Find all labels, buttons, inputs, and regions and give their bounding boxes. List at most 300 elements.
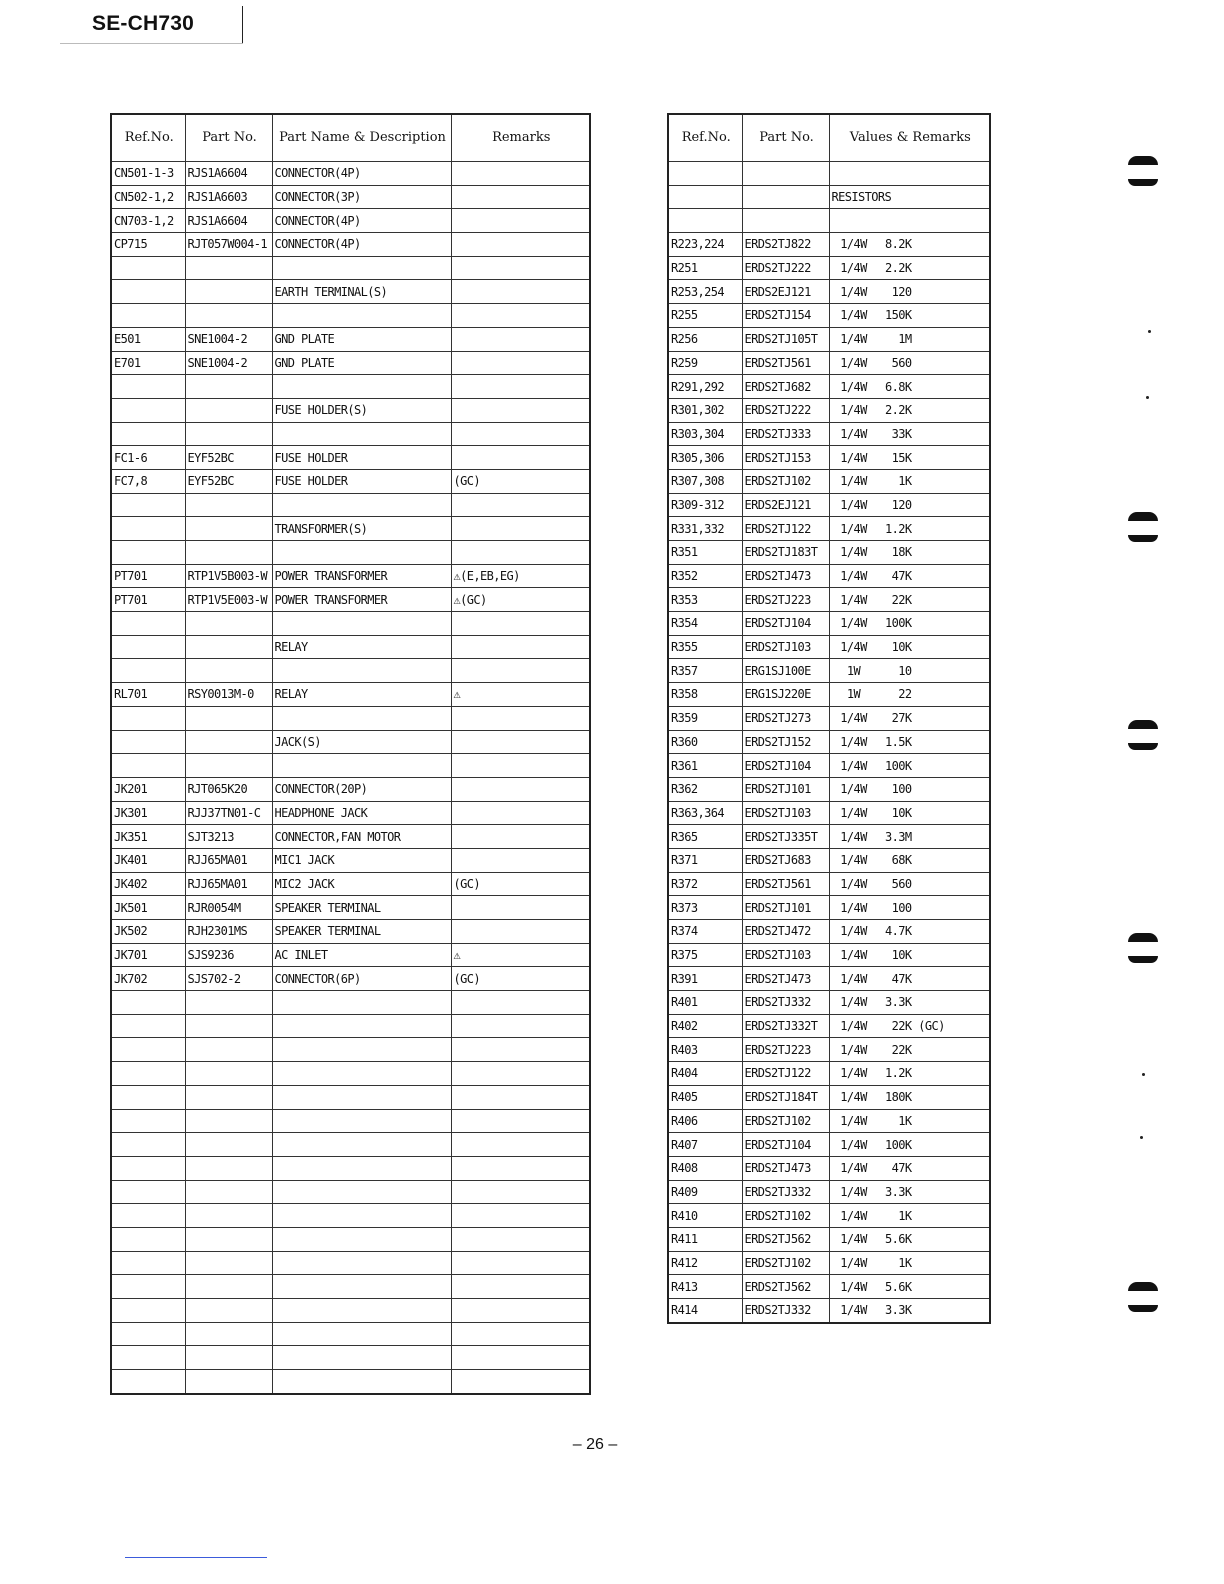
value-group	[832, 612, 952, 634]
values-remarks-cell	[829, 683, 990, 707]
ref-no-cell: R223,224	[668, 233, 742, 257]
value-group	[832, 281, 952, 303]
wattage: 1/4W	[840, 971, 867, 986]
values-remarks-cell	[829, 825, 990, 849]
part-name-cell	[272, 1346, 451, 1370]
remarks-cell	[451, 1204, 590, 1228]
part-name-cell	[272, 1038, 451, 1062]
resistance-value: 3.3K	[885, 1303, 912, 1318]
values-remarks-cell	[829, 1275, 990, 1299]
resistance-value: 560	[891, 355, 912, 370]
part-no-cell	[185, 304, 272, 328]
part-no-cell: ERDS2TJ104	[742, 754, 829, 778]
value-group	[832, 328, 952, 350]
table-row	[111, 683, 590, 707]
resistance-value: 68K	[891, 853, 912, 868]
remarks-cell	[451, 233, 590, 257]
value-group	[832, 1205, 952, 1227]
table-row	[668, 896, 990, 920]
title-divider	[242, 6, 243, 44]
part-no-cell: RJT057W004-1	[185, 233, 272, 257]
wattage: 1/4W	[840, 1255, 867, 1270]
ref-no-cell	[111, 422, 185, 446]
part-name-cell: POWER TRANSFORMER	[272, 588, 451, 612]
table-row	[668, 233, 990, 257]
left-parts-table	[110, 113, 591, 1395]
part-name-cell	[272, 612, 451, 636]
part-name-cell: SPEAKER TERMINAL	[272, 896, 451, 920]
table-row	[668, 872, 990, 896]
ref-no-cell	[111, 1133, 185, 1157]
part-no-cell: ERDS2TJ332T	[742, 1014, 829, 1038]
ref-no-cell: R256	[668, 327, 742, 351]
value-group	[832, 1062, 952, 1084]
remarks-cell	[451, 1156, 590, 1180]
part-no-cell: ERDS2TJ122	[742, 1062, 829, 1086]
values-remarks-cell	[829, 304, 990, 328]
values-remarks-cell	[829, 920, 990, 944]
part-no-cell: ERDS2TJ101	[742, 777, 829, 801]
table-row	[668, 706, 990, 730]
values-remarks-cell	[829, 517, 990, 541]
ref-no-cell: R303,304	[668, 422, 742, 446]
part-no-cell: ERDS2TJ222	[742, 256, 829, 280]
value-group	[832, 991, 952, 1013]
table-row	[111, 1227, 590, 1251]
value-group	[832, 1181, 952, 1203]
remarks-cell	[451, 375, 590, 399]
ref-no-cell: R331,332	[668, 517, 742, 541]
part-name-cell	[272, 304, 451, 328]
part-no-cell	[185, 1275, 272, 1299]
wattage: 1W	[846, 663, 861, 678]
wattage: 1/4W	[840, 497, 867, 512]
part-name-cell	[272, 1275, 451, 1299]
part-no-cell	[185, 1370, 272, 1394]
part-no-cell: RJJ65MA01	[185, 848, 272, 872]
table-row	[111, 588, 590, 612]
part-no-cell	[185, 256, 272, 280]
part-no-cell: EYF52BC	[185, 446, 272, 470]
table-row	[668, 1251, 990, 1275]
part-name-cell: CONNECTOR(20P)	[272, 777, 451, 801]
wattage: 1/4W	[840, 474, 867, 489]
ref-no-cell	[111, 1109, 185, 1133]
resistance-value: 1M	[898, 332, 912, 347]
part-no-cell: ERDS2TJ561	[742, 872, 829, 896]
wattage: 1/4W	[840, 782, 867, 797]
table-row	[668, 209, 990, 233]
resistance-value: 1.2K	[885, 521, 912, 536]
table-row	[668, 304, 990, 328]
ref-no-cell	[111, 517, 185, 541]
ref-no-cell: R414	[668, 1299, 742, 1323]
ref-no-cell: R259	[668, 351, 742, 375]
part-no-cell	[185, 1299, 272, 1323]
part-no-cell	[185, 1156, 272, 1180]
part-no-cell: ERDS2TJ103	[742, 801, 829, 825]
resistance-value: 27K	[891, 711, 912, 726]
part-no-cell: ERDS2EJ121	[742, 280, 829, 304]
header-values-remarks: Values & Remarks	[829, 114, 990, 162]
value-group	[832, 802, 952, 824]
values-remarks-cell	[829, 1299, 990, 1323]
table-row	[668, 635, 990, 659]
part-name-cell: EARTH TERMINAL(S)	[272, 280, 451, 304]
remarks-cell	[451, 1370, 590, 1394]
part-name-cell	[272, 1014, 451, 1038]
part-no-cell: ERDS2TJ682	[742, 375, 829, 399]
ref-no-cell: JK351	[111, 825, 185, 849]
part-no-cell: RJJ65MA01	[185, 872, 272, 896]
ref-no-cell: R362	[668, 777, 742, 801]
remarks-cell: ⚠	[451, 943, 590, 967]
part-no-cell: RJS1A6604	[185, 209, 272, 233]
part-name-cell: POWER TRANSFORMER	[272, 564, 451, 588]
remarks-cell	[451, 541, 590, 565]
part-no-cell	[185, 375, 272, 399]
part-name-cell: GND PLATE	[272, 327, 451, 351]
resistance-value: 18K	[891, 545, 912, 560]
values-remarks-cell	[829, 659, 990, 683]
part-no-cell	[185, 612, 272, 636]
remarks-cell: ⚠(E,EB,EG)	[451, 564, 590, 588]
header-ref-no: Ref.No.	[111, 114, 185, 162]
ref-no-cell: R401	[668, 991, 742, 1015]
part-no-cell: ERDS2TJ104	[742, 1133, 829, 1157]
values-remarks-cell	[829, 493, 990, 517]
wattage: 1/4W	[840, 1184, 867, 1199]
resistance-value: 10K	[891, 805, 912, 820]
ref-no-cell	[111, 1204, 185, 1228]
table-row	[111, 801, 590, 825]
part-no-cell	[185, 1251, 272, 1275]
wattage: 1/4W	[840, 805, 867, 820]
wattage: 1/4W	[840, 829, 867, 844]
value-group	[832, 376, 952, 398]
table-row	[111, 469, 590, 493]
table-row	[668, 1180, 990, 1204]
value-group	[832, 873, 952, 895]
value-group	[832, 589, 952, 611]
value-group	[832, 518, 952, 540]
ref-no-cell	[111, 1062, 185, 1086]
table-row	[111, 1299, 590, 1323]
values-remarks-cell	[829, 706, 990, 730]
part-no-cell: ERDS2TJ122	[742, 517, 829, 541]
part-name-cell	[272, 1227, 451, 1251]
part-no-cell	[185, 541, 272, 565]
remarks-cell: (GC)	[451, 967, 590, 991]
table-row	[111, 991, 590, 1015]
binder-hole-mark	[1128, 512, 1158, 542]
wattage: 1/4W	[840, 450, 867, 465]
wattage: 1/4W	[840, 355, 867, 370]
part-no-cell: SNE1004-2	[185, 351, 272, 375]
part-name-cell	[272, 256, 451, 280]
wattage: 1/4W	[840, 758, 867, 773]
header-remarks: Remarks	[451, 114, 590, 162]
table-row	[668, 1109, 990, 1133]
values-remarks-cell	[829, 801, 990, 825]
part-no-cell: ERDS2TJ222	[742, 398, 829, 422]
remarks-cell	[451, 1346, 590, 1370]
values-remarks-cell	[829, 1227, 990, 1251]
part-name-cell: RELAY	[272, 635, 451, 659]
binder-hole-mark	[1128, 156, 1158, 186]
table-row	[668, 1156, 990, 1180]
part-name-cell	[272, 1180, 451, 1204]
values-remarks-cell	[829, 564, 990, 588]
remarks-cell	[451, 1227, 590, 1251]
ref-no-cell: R402	[668, 1014, 742, 1038]
ref-no-cell: R361	[668, 754, 742, 778]
ref-no-cell: JK701	[111, 943, 185, 967]
part-name-cell	[272, 1251, 451, 1275]
page-number: – 26 –	[572, 1436, 618, 1453]
left-table-header	[111, 114, 590, 162]
values-remarks-cell	[829, 991, 990, 1015]
table-row	[111, 446, 590, 470]
resistance-value: 1K	[898, 1208, 912, 1223]
wattage: 1/4W	[840, 308, 867, 323]
part-name-cell: FUSE HOLDER(S)	[272, 398, 451, 422]
resistance-value: 22K	[891, 592, 912, 607]
table-row	[111, 1180, 590, 1204]
value-group	[832, 1299, 952, 1321]
part-name-cell: RELAY	[272, 683, 451, 707]
part-name-cell	[272, 706, 451, 730]
remarks-cell	[451, 920, 590, 944]
wattage: 1/4W	[840, 1066, 867, 1081]
value-group	[832, 920, 952, 942]
ref-no-cell	[111, 398, 185, 422]
ref-no-cell: RL701	[111, 683, 185, 707]
ref-no-cell: R352	[668, 564, 742, 588]
remarks-cell: ⚠	[451, 683, 590, 707]
table-row	[668, 493, 990, 517]
ref-no-cell: R251	[668, 256, 742, 280]
ref-no-cell: R307,308	[668, 469, 742, 493]
value-group	[832, 683, 952, 705]
ref-no-cell: R406	[668, 1109, 742, 1133]
values-remarks-cell	[829, 209, 990, 233]
remarks-cell	[451, 446, 590, 470]
table-row	[668, 517, 990, 541]
resistance-value: 1K	[898, 1255, 912, 1270]
resistance-value: 1.2K	[885, 1066, 912, 1081]
resistance-value: 3.3K	[885, 1184, 912, 1199]
table-row	[668, 256, 990, 280]
part-no-cell: ERDS2TJ333	[742, 422, 829, 446]
part-no-cell	[185, 991, 272, 1015]
ref-no-cell: JK502	[111, 920, 185, 944]
remarks-cell	[451, 777, 590, 801]
remarks-cell: (GC)	[451, 469, 590, 493]
wattage: 1/4W	[840, 569, 867, 584]
table-row	[668, 541, 990, 565]
ref-no-cell	[111, 1346, 185, 1370]
ref-no-cell: R253,254	[668, 280, 742, 304]
part-no-cell: ERDS2TJ472	[742, 920, 829, 944]
part-no-cell	[185, 1180, 272, 1204]
ref-no-cell	[668, 162, 742, 186]
wattage: 1/4W	[840, 948, 867, 963]
bottom-rule	[125, 1557, 267, 1558]
part-name-cell: CONNECTOR,FAN MOTOR	[272, 825, 451, 849]
part-no-cell: ERDS2TJ332	[742, 1299, 829, 1323]
wattage: 1/4W	[840, 616, 867, 631]
wattage: 1/4W	[840, 545, 867, 560]
part-no-cell: SJS702-2	[185, 967, 272, 991]
wattage: 1W	[846, 687, 861, 702]
part-name-cell	[272, 541, 451, 565]
table-row	[668, 612, 990, 636]
scan-speck	[1148, 330, 1151, 333]
table-row	[668, 825, 990, 849]
remarks-cell	[451, 162, 590, 186]
table-row	[668, 1014, 990, 1038]
part-name-cell: CONNECTOR(3P)	[272, 185, 451, 209]
part-name-cell	[272, 1204, 451, 1228]
resistance-value: 10K	[891, 948, 912, 963]
table-row	[668, 375, 990, 399]
ref-no-cell: JK501	[111, 896, 185, 920]
remarks-cell	[451, 1180, 590, 1204]
resistance-value: 1K	[898, 1113, 912, 1128]
table-row	[668, 1275, 990, 1299]
part-name-cell	[272, 991, 451, 1015]
remarks-cell	[451, 991, 590, 1015]
remarks-cell	[451, 1014, 590, 1038]
resistance-value: 100K	[885, 616, 912, 631]
table-row	[668, 1038, 990, 1062]
part-name-cell: CONNECTOR(6P)	[272, 967, 451, 991]
part-no-cell: ERDS2TJ562	[742, 1275, 829, 1299]
remarks-cell	[451, 517, 590, 541]
remarks-cell	[451, 304, 590, 328]
resistance-value: 8.2K	[885, 237, 912, 252]
table-row	[111, 1346, 590, 1370]
resistance-value: 47K	[891, 971, 912, 986]
ref-no-cell: R358	[668, 683, 742, 707]
table-row	[111, 1251, 590, 1275]
table-row	[111, 280, 590, 304]
values-remarks-cell	[829, 1014, 990, 1038]
wattage: 1/4W	[840, 1161, 867, 1176]
table-row	[668, 564, 990, 588]
values-remarks-cell	[829, 351, 990, 375]
section-label: RESISTORS	[831, 190, 892, 205]
binder-hole-mark	[1128, 933, 1158, 963]
table-row	[668, 943, 990, 967]
part-no-cell: ERDS2TJ103	[742, 635, 829, 659]
part-no-cell: RJS1A6603	[185, 185, 272, 209]
right-table-header	[668, 114, 990, 162]
value-group	[832, 470, 952, 492]
remarks-cell	[451, 256, 590, 280]
table-row	[111, 872, 590, 896]
values-remarks-cell	[829, 185, 990, 209]
resistance-value: 2.2K	[885, 261, 912, 276]
part-no-cell	[185, 1322, 272, 1346]
resistance-value: 22K	[891, 1019, 912, 1034]
values-remarks-cell	[829, 848, 990, 872]
wattage: 1/4W	[840, 711, 867, 726]
wattage: 1/4W	[840, 924, 867, 939]
ref-no-cell	[111, 1299, 185, 1323]
part-no-cell: RTP1V5E003-W	[185, 588, 272, 612]
part-no-cell: ERDS2TJ473	[742, 564, 829, 588]
remarks-cell	[451, 1085, 590, 1109]
values-remarks-cell	[829, 1133, 990, 1157]
values-remarks-cell	[829, 1038, 990, 1062]
binder-hole-mark	[1128, 720, 1158, 750]
wattage: 1/4W	[840, 1090, 867, 1105]
remarks-cell	[451, 706, 590, 730]
remarks-cell	[451, 1062, 590, 1086]
part-no-cell: ERDS2TJ561	[742, 351, 829, 375]
values-remarks-cell	[829, 233, 990, 257]
ref-no-cell: R357	[668, 659, 742, 683]
ref-no-cell: R374	[668, 920, 742, 944]
table-row	[111, 1275, 590, 1299]
value-group	[832, 1228, 952, 1250]
table-row	[668, 801, 990, 825]
part-no-cell: ERDS2TJ273	[742, 706, 829, 730]
table-row	[668, 162, 990, 186]
value-group	[832, 447, 952, 469]
table-row	[111, 967, 590, 991]
part-name-cell	[272, 659, 451, 683]
value-group	[832, 968, 952, 990]
resistance-value: 100K	[885, 1137, 912, 1152]
wattage: 1/4W	[840, 1232, 867, 1247]
part-name-cell	[272, 375, 451, 399]
table-row	[668, 1227, 990, 1251]
ref-no-cell: R351	[668, 541, 742, 565]
part-no-cell: ERDS2TJ473	[742, 967, 829, 991]
part-name-cell	[272, 1322, 451, 1346]
table-row	[111, 659, 590, 683]
ref-no-cell: R403	[668, 1038, 742, 1062]
remark-note: (GC)	[918, 1019, 945, 1034]
wattage: 1/4W	[840, 853, 867, 868]
values-remarks-cell	[829, 1109, 990, 1133]
part-no-cell: ERDS2EJ121	[742, 493, 829, 517]
table-row	[111, 1109, 590, 1133]
part-no-cell: ERG1SJ100E	[742, 659, 829, 683]
values-remarks-cell	[829, 327, 990, 351]
ref-no-cell	[111, 493, 185, 517]
part-no-cell	[185, 280, 272, 304]
part-name-cell	[272, 1299, 451, 1323]
value-group	[832, 1110, 952, 1132]
values-remarks-cell	[829, 398, 990, 422]
part-no-cell	[185, 1133, 272, 1157]
resistance-value: 1K	[898, 474, 912, 489]
values-remarks-cell	[829, 1180, 990, 1204]
part-name-cell: CONNECTOR(4P)	[272, 162, 451, 186]
remarks-cell	[451, 1251, 590, 1275]
ref-no-cell: R410	[668, 1204, 742, 1228]
part-no-cell: SNE1004-2	[185, 327, 272, 351]
value-group	[832, 257, 952, 279]
wattage: 1/4W	[840, 261, 867, 276]
part-no-cell: ERDS2TJ184T	[742, 1085, 829, 1109]
table-row	[668, 185, 990, 209]
wattage: 1/4W	[840, 592, 867, 607]
